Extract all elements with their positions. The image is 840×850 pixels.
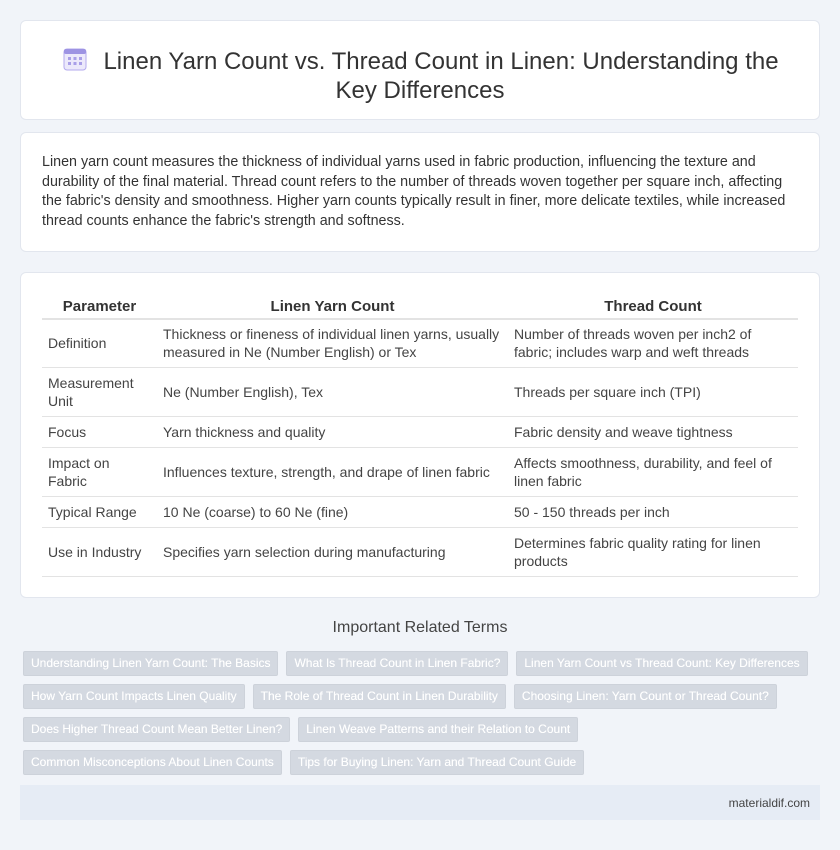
footer-bar: [20, 785, 820, 820]
related-term-tag[interactable]: The Role of Thread Count in Linen Durability: [253, 684, 506, 709]
table-cell: Measurement Unit: [42, 367, 157, 416]
table-row: [42, 367, 798, 416]
intro-card: [20, 132, 820, 252]
related-term-tag[interactable]: Common Misconceptions About Linen Counts: [23, 750, 282, 775]
table-cell: Influences texture, strength, and drape of linen fabric: [157, 447, 508, 496]
page-title: Linen Yarn Count vs. Thread Count in Linen: Understanding the Key Differences: [103, 48, 779, 104]
column-header: Parameter: [42, 295, 157, 319]
related-term-tag[interactable]: Linen Yarn Count vs Thread Count: Key Differences: [516, 651, 807, 676]
table-cell: Threads per square inch (TPI): [508, 367, 798, 416]
related-term-tag[interactable]: What Is Thread Count in Linen Fabric?: [286, 651, 508, 676]
table-cell: Use in Industry: [42, 527, 157, 576]
comparison-table-card: [20, 272, 820, 598]
column-header: Linen Yarn Count: [157, 295, 508, 319]
related-term-tag[interactable]: Choosing Linen: Yarn Count or Thread Count?: [514, 684, 777, 709]
table-header-row: [42, 295, 798, 319]
page-title-block: [61, 45, 779, 105]
table-row: [42, 496, 798, 527]
table-cell: Impact on Fabric: [42, 447, 157, 496]
intro-paragraph: Linen yarn count measures the thickness of individual yarns used in fabric production, influencing the texture and durability of the final material. Thread count refers to the number of threads woven together per square inch, affecting the fabric's density and smoothness. Higher yarn counts typically result in finer, more delicate textiles, while increased thread counts enhance the fabric's strength and softness.: [42, 154, 786, 229]
table-cell: Yarn thickness and quality: [157, 416, 508, 447]
table-cell: Typical Range: [42, 496, 157, 527]
related-term-tag[interactable]: Understanding Linen Yarn Count: The Basics: [23, 651, 278, 676]
table-cell: Number of threads woven per inch2 of fabric; includes warp and weft threads: [508, 319, 798, 367]
related-term-tag[interactable]: Tips for Buying Linen: Yarn and Thread Count Guide: [290, 750, 584, 775]
table-cell: Definition: [42, 319, 157, 367]
table-row: [42, 319, 798, 367]
table-cell: 10 Ne (coarse) to 60 Ne (fine): [157, 496, 508, 527]
header-card: [20, 20, 820, 120]
related-term-tag[interactable]: Linen Weave Patterns and their Relation to Count: [298, 717, 578, 742]
table-row: [42, 527, 798, 576]
column-header: Thread Count: [508, 295, 798, 319]
table-cell: Focus: [42, 416, 157, 447]
table-cell: Specifies yarn selection during manufacturing: [157, 527, 508, 576]
related-term-tag[interactable]: How Yarn Count Impacts Linen Quality: [23, 684, 245, 709]
table-cell: Thickness or fineness of individual linen yarns, usually measured in Ne (Number English) or Tex: [157, 319, 508, 367]
related-term-tag[interactable]: Does Higher Thread Count Mean Better Linen?: [23, 717, 290, 742]
footer-site-link[interactable]: materialdif.com: [728, 796, 810, 810]
related-terms-heading: Important Related Terms: [332, 619, 508, 636]
table-cell: Affects smoothness, durability, and feel of linen fabric: [508, 447, 798, 496]
table-cell: 50 - 150 threads per inch: [508, 496, 798, 527]
table-cell: Determines fabric quality rating for linen products: [508, 527, 798, 576]
table-cell: Ne (Number English), Tex: [157, 367, 508, 416]
comparison-table: [42, 295, 798, 577]
table-row: [42, 447, 798, 496]
related-terms-list: [23, 651, 817, 775]
table-cell: Fabric density and weave tightness: [508, 416, 798, 447]
calendar-grid-icon: [61, 45, 89, 73]
table-row: [42, 416, 798, 447]
